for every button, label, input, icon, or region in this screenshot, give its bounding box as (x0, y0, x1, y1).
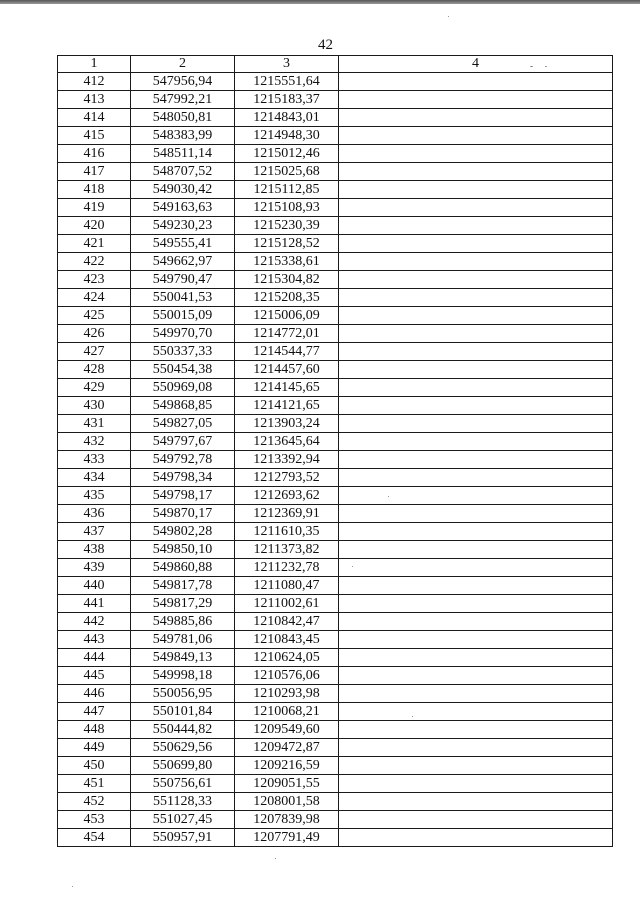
scan-speck (448, 16, 449, 17)
cell-point-number: 415 (58, 127, 131, 145)
cell-notes (339, 631, 613, 649)
cell-notes (339, 577, 613, 595)
cell-x-coordinate: 549849,13 (131, 649, 235, 667)
cell-notes (339, 469, 613, 487)
cell-notes (339, 829, 613, 847)
cell-notes (339, 523, 613, 541)
cell-x-coordinate: 549998,18 (131, 667, 235, 685)
cell-point-number: 425 (58, 307, 131, 325)
table-row (58, 577, 613, 595)
cell-x-coordinate: 549870,17 (131, 505, 235, 523)
cell-notes (339, 253, 613, 271)
cell-x-coordinate: 549860,88 (131, 559, 235, 577)
page-number: 42 (318, 37, 333, 53)
cell-point-number: 447 (58, 703, 131, 721)
cell-point-number: 426 (58, 325, 131, 343)
cell-point-number: 438 (58, 541, 131, 559)
cell-point-number: 431 (58, 415, 131, 433)
cell-notes (339, 127, 613, 145)
cell-notes (339, 559, 613, 577)
cell-point-number: 437 (58, 523, 131, 541)
cell-notes (339, 433, 613, 451)
cell-x-coordinate: 549230,23 (131, 217, 235, 235)
table-row (58, 73, 613, 91)
cell-point-number: 453 (58, 811, 131, 829)
table-row (58, 199, 613, 217)
table-row (58, 217, 613, 235)
cell-y-coordinate: 1207791,49 (235, 829, 339, 847)
cell-y-coordinate: 1210068,21 (235, 703, 339, 721)
cell-y-coordinate: 1213392,94 (235, 451, 339, 469)
scan-speck (412, 716, 413, 717)
column-header-point-number: 1 (58, 56, 131, 73)
table-row (58, 649, 613, 667)
table-row (58, 667, 613, 685)
cell-x-coordinate: 550056,95 (131, 685, 235, 703)
cell-point-number: 413 (58, 91, 131, 109)
table-row (58, 109, 613, 127)
table-row (58, 307, 613, 325)
cell-x-coordinate: 548511,14 (131, 145, 235, 163)
table-row (58, 721, 613, 739)
cell-notes (339, 325, 613, 343)
cell-x-coordinate: 549797,67 (131, 433, 235, 451)
cell-notes (339, 703, 613, 721)
cell-point-number: 446 (58, 685, 131, 703)
scan-speck (545, 66, 547, 67)
cell-point-number: 417 (58, 163, 131, 181)
table-row (58, 145, 613, 163)
cell-y-coordinate: 1215183,37 (235, 91, 339, 109)
cell-y-coordinate: 1210842,47 (235, 613, 339, 631)
table-row (58, 271, 613, 289)
cell-point-number: 443 (58, 631, 131, 649)
table-row (58, 793, 613, 811)
cell-x-coordinate: 549850,10 (131, 541, 235, 559)
table-row (58, 559, 613, 577)
cell-point-number: 449 (58, 739, 131, 757)
cell-y-coordinate: 1215551,64 (235, 73, 339, 91)
cell-x-coordinate: 550454,38 (131, 361, 235, 379)
cell-point-number: 423 (58, 271, 131, 289)
cell-x-coordinate: 549802,28 (131, 523, 235, 541)
cell-y-coordinate: 1211002,61 (235, 595, 339, 613)
cell-x-coordinate: 549885,86 (131, 613, 235, 631)
cell-y-coordinate: 1215338,61 (235, 253, 339, 271)
table-row (58, 91, 613, 109)
column-header-y: 3 (235, 56, 339, 73)
cell-notes (339, 397, 613, 415)
table-row (58, 163, 613, 181)
column-header-x: 2 (131, 56, 235, 73)
cell-x-coordinate: 549798,17 (131, 487, 235, 505)
cell-point-number: 448 (58, 721, 131, 739)
table-row (58, 703, 613, 721)
table-body (58, 73, 613, 847)
cell-x-coordinate: 549781,06 (131, 631, 235, 649)
table-row (58, 379, 613, 397)
cell-y-coordinate: 1211373,82 (235, 541, 339, 559)
table-row (58, 757, 613, 775)
table-header (58, 56, 613, 73)
cell-x-coordinate: 550015,09 (131, 307, 235, 325)
cell-notes (339, 505, 613, 523)
cell-point-number: 427 (58, 343, 131, 361)
cell-x-coordinate: 549662,97 (131, 253, 235, 271)
cell-point-number: 435 (58, 487, 131, 505)
table-row (58, 235, 613, 253)
cell-x-coordinate: 550444,82 (131, 721, 235, 739)
cell-x-coordinate: 547956,94 (131, 73, 235, 91)
cell-point-number: 454 (58, 829, 131, 847)
cell-notes (339, 289, 613, 307)
cell-y-coordinate: 1211080,47 (235, 577, 339, 595)
cell-y-coordinate: 1214145,65 (235, 379, 339, 397)
cell-y-coordinate: 1215304,82 (235, 271, 339, 289)
cell-y-coordinate: 1214457,60 (235, 361, 339, 379)
table-row (58, 613, 613, 631)
table-row (58, 811, 613, 829)
cell-notes (339, 199, 613, 217)
cell-x-coordinate: 549030,42 (131, 181, 235, 199)
cell-y-coordinate: 1210576,06 (235, 667, 339, 685)
cell-point-number: 434 (58, 469, 131, 487)
cell-notes (339, 613, 613, 631)
cell-point-number: 419 (58, 199, 131, 217)
table-row (58, 397, 613, 415)
cell-x-coordinate: 550957,91 (131, 829, 235, 847)
cell-notes (339, 361, 613, 379)
table-row (58, 343, 613, 361)
cell-notes (339, 235, 613, 253)
cell-notes (339, 343, 613, 361)
cell-point-number: 420 (58, 217, 131, 235)
cell-notes (339, 721, 613, 739)
cell-notes (339, 271, 613, 289)
table-row (58, 523, 613, 541)
cell-y-coordinate: 1209051,55 (235, 775, 339, 793)
cell-point-number: 442 (58, 613, 131, 631)
cell-x-coordinate: 550699,80 (131, 757, 235, 775)
cell-y-coordinate: 1207839,98 (235, 811, 339, 829)
table-row (58, 469, 613, 487)
cell-x-coordinate: 550101,84 (131, 703, 235, 721)
scan-speck (530, 66, 533, 67)
cell-y-coordinate: 1212793,52 (235, 469, 339, 487)
cell-notes (339, 685, 613, 703)
cell-x-coordinate: 549792,78 (131, 451, 235, 469)
scan-speck (388, 496, 389, 497)
cell-y-coordinate: 1215230,39 (235, 217, 339, 235)
cell-y-coordinate: 1214772,01 (235, 325, 339, 343)
table-row (58, 487, 613, 505)
table-row (58, 253, 613, 271)
cell-point-number: 441 (58, 595, 131, 613)
cell-y-coordinate: 1214948,30 (235, 127, 339, 145)
cell-notes (339, 775, 613, 793)
cell-y-coordinate: 1210624,05 (235, 649, 339, 667)
cell-notes (339, 145, 613, 163)
cell-x-coordinate: 550041,53 (131, 289, 235, 307)
cell-y-coordinate: 1212693,62 (235, 487, 339, 505)
cell-point-number: 452 (58, 793, 131, 811)
cell-notes (339, 649, 613, 667)
cell-x-coordinate: 550969,08 (131, 379, 235, 397)
cell-y-coordinate: 1211232,78 (235, 559, 339, 577)
cell-notes (339, 379, 613, 397)
cell-notes (339, 739, 613, 757)
cell-x-coordinate: 549555,41 (131, 235, 235, 253)
table-row (58, 739, 613, 757)
table-row (58, 829, 613, 847)
cell-y-coordinate: 1210293,98 (235, 685, 339, 703)
cell-x-coordinate: 551027,45 (131, 811, 235, 829)
cell-x-coordinate: 548050,81 (131, 109, 235, 127)
cell-notes (339, 595, 613, 613)
table-row (58, 415, 613, 433)
cell-notes (339, 109, 613, 127)
table-row (58, 325, 613, 343)
cell-notes (339, 181, 613, 199)
cell-y-coordinate: 1212369,91 (235, 505, 339, 523)
cell-notes (339, 541, 613, 559)
cell-x-coordinate: 548383,99 (131, 127, 235, 145)
cell-x-coordinate: 549817,29 (131, 595, 235, 613)
cell-point-number: 430 (58, 397, 131, 415)
scan-speck (72, 886, 73, 887)
cell-x-coordinate: 550337,33 (131, 343, 235, 361)
table-row (58, 451, 613, 469)
cell-x-coordinate: 549163,63 (131, 199, 235, 217)
cell-point-number: 450 (58, 757, 131, 775)
cell-point-number: 440 (58, 577, 131, 595)
cell-y-coordinate: 1210843,45 (235, 631, 339, 649)
table-row (58, 685, 613, 703)
cell-x-coordinate: 549798,34 (131, 469, 235, 487)
cell-y-coordinate: 1215128,52 (235, 235, 339, 253)
cell-y-coordinate: 1208001,58 (235, 793, 339, 811)
scan-speck (352, 566, 353, 567)
cell-y-coordinate: 1209549,60 (235, 721, 339, 739)
cell-point-number: 451 (58, 775, 131, 793)
cell-notes (339, 307, 613, 325)
coordinates-table (57, 55, 613, 847)
column-header-notes: 4 (339, 56, 613, 73)
header-row (58, 56, 613, 73)
cell-point-number: 412 (58, 73, 131, 91)
cell-x-coordinate: 547992,21 (131, 91, 235, 109)
cell-y-coordinate: 1209472,87 (235, 739, 339, 757)
table-row (58, 433, 613, 451)
cell-y-coordinate: 1215012,46 (235, 145, 339, 163)
cell-y-coordinate: 1213903,24 (235, 415, 339, 433)
cell-point-number: 416 (58, 145, 131, 163)
table-row (58, 775, 613, 793)
cell-point-number: 436 (58, 505, 131, 523)
cell-point-number: 418 (58, 181, 131, 199)
scan-edge-line (0, 0, 640, 4)
cell-y-coordinate: 1214544,77 (235, 343, 339, 361)
cell-point-number: 444 (58, 649, 131, 667)
cell-notes (339, 793, 613, 811)
cell-notes (339, 415, 613, 433)
cell-point-number: 424 (58, 289, 131, 307)
cell-x-coordinate: 551128,33 (131, 793, 235, 811)
cell-y-coordinate: 1215208,35 (235, 289, 339, 307)
cell-point-number: 429 (58, 379, 131, 397)
table-row (58, 361, 613, 379)
cell-x-coordinate: 550629,56 (131, 739, 235, 757)
cell-notes (339, 487, 613, 505)
cell-y-coordinate: 1215108,93 (235, 199, 339, 217)
cell-x-coordinate: 548707,52 (131, 163, 235, 181)
cell-point-number: 422 (58, 253, 131, 271)
cell-x-coordinate: 549790,47 (131, 271, 235, 289)
cell-y-coordinate: 1213645,64 (235, 433, 339, 451)
cell-point-number: 414 (58, 109, 131, 127)
cell-notes (339, 163, 613, 181)
table-row (58, 541, 613, 559)
table-row (58, 181, 613, 199)
table-row (58, 127, 613, 145)
table-row (58, 505, 613, 523)
cell-y-coordinate: 1209216,59 (235, 757, 339, 775)
cell-notes (339, 217, 613, 235)
scan-speck (275, 858, 276, 859)
table-row (58, 289, 613, 307)
cell-x-coordinate: 549817,78 (131, 577, 235, 595)
table-row (58, 595, 613, 613)
cell-x-coordinate: 549868,85 (131, 397, 235, 415)
cell-x-coordinate: 549970,70 (131, 325, 235, 343)
cell-notes (339, 73, 613, 91)
cell-point-number: 432 (58, 433, 131, 451)
cell-point-number: 428 (58, 361, 131, 379)
cell-notes (339, 667, 613, 685)
cell-y-coordinate: 1214843,01 (235, 109, 339, 127)
cell-notes (339, 451, 613, 469)
table-row (58, 631, 613, 649)
cell-y-coordinate: 1215112,85 (235, 181, 339, 199)
cell-notes (339, 91, 613, 109)
cell-y-coordinate: 1214121,65 (235, 397, 339, 415)
cell-point-number: 439 (58, 559, 131, 577)
cell-point-number: 421 (58, 235, 131, 253)
cell-point-number: 445 (58, 667, 131, 685)
cell-x-coordinate: 550756,61 (131, 775, 235, 793)
cell-point-number: 433 (58, 451, 131, 469)
cell-y-coordinate: 1215006,09 (235, 307, 339, 325)
cell-notes (339, 811, 613, 829)
cell-y-coordinate: 1215025,68 (235, 163, 339, 181)
cell-x-coordinate: 549827,05 (131, 415, 235, 433)
cell-y-coordinate: 1211610,35 (235, 523, 339, 541)
cell-notes (339, 757, 613, 775)
